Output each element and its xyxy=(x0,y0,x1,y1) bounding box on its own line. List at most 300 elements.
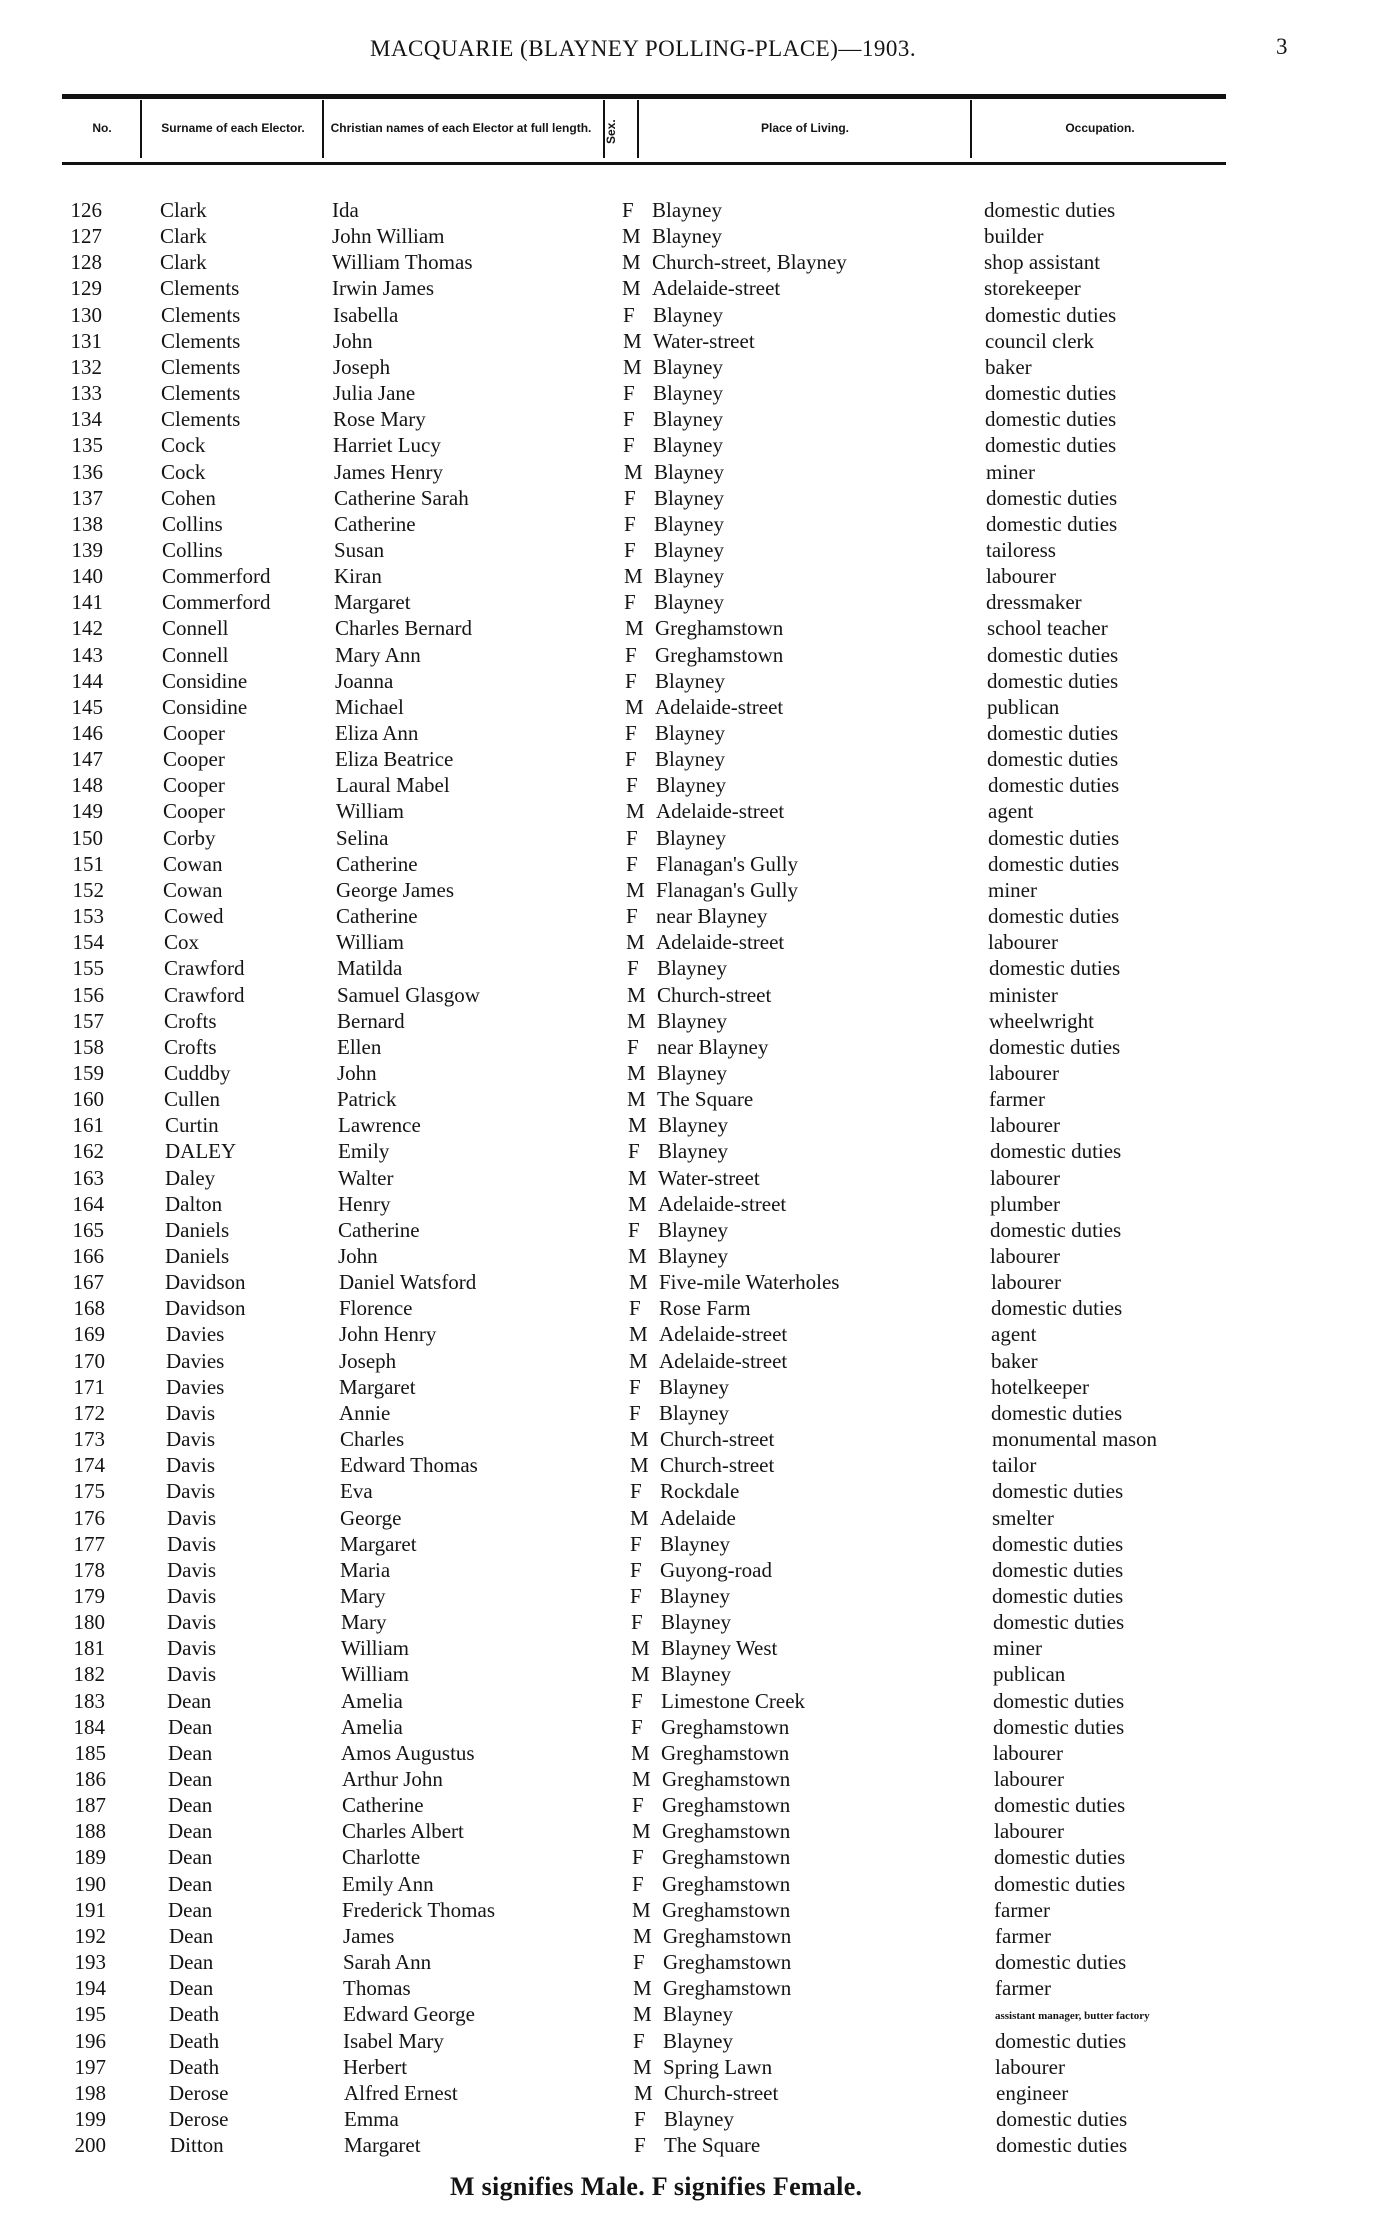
elector-christian-names: John xyxy=(338,1244,378,1268)
elector-number: 180 xyxy=(73,1610,105,1635)
elector-occupation: domestic duties xyxy=(995,2028,1127,2053)
table-row xyxy=(0,799,1382,825)
elector-place: Water-street xyxy=(653,328,755,353)
elector-christian-names: Joseph xyxy=(333,354,391,379)
table-row xyxy=(0,616,1382,642)
elector-number: 172 xyxy=(73,1400,105,1425)
elector-sex: M xyxy=(629,1348,648,1373)
elector-sex: M xyxy=(630,1427,649,1452)
table-row xyxy=(0,1793,1382,1819)
elector-surname: Davis xyxy=(167,1505,216,1530)
table-row xyxy=(0,1453,1382,1479)
table-row xyxy=(0,564,1382,590)
elector-number: 164 xyxy=(72,1191,104,1216)
elector-occupation: domestic duties xyxy=(996,2106,1128,2131)
elector-place: Blayney xyxy=(653,354,723,379)
elector-christian-names: Ida xyxy=(332,198,359,222)
elector-occupation: domestic duties xyxy=(985,433,1117,458)
elector-place: Flanagan's Gully xyxy=(656,851,799,876)
elector-place: Blayney xyxy=(664,2106,734,2131)
elector-number: 153 xyxy=(72,904,104,929)
elector-christian-names: Irwin James xyxy=(332,276,435,301)
elector-surname: Collins xyxy=(162,511,223,536)
elector-place: Blayney xyxy=(656,825,726,850)
elector-sex: M xyxy=(631,1662,650,1687)
elector-place: Adelaide-street xyxy=(659,1348,788,1373)
elector-number: 190 xyxy=(74,1871,106,1896)
elector-occupation: labourer xyxy=(988,930,1058,955)
elector-occupation: domestic duties xyxy=(993,1688,1125,1713)
elector-number: 135 xyxy=(71,433,103,458)
elector-christian-names: George xyxy=(340,1505,402,1530)
table-row xyxy=(0,2029,1382,2055)
column-header-christian-names: Christian names of each Elector at full length. xyxy=(330,120,592,135)
elector-occupation: storekeeper xyxy=(984,276,1081,301)
elector-occupation: shop assistant xyxy=(984,250,1101,275)
elector-surname: Dean xyxy=(169,1923,214,1948)
elector-place: Greghamstown xyxy=(663,1923,792,1948)
elector-number: 179 xyxy=(73,1583,105,1608)
table-row xyxy=(0,512,1382,538)
elector-number: 151 xyxy=(72,851,104,876)
elector-place: Greghamstown xyxy=(662,1793,791,1818)
elector-surname: Davies xyxy=(166,1374,225,1399)
elector-christian-names: William xyxy=(336,930,404,955)
elector-surname: Davis xyxy=(166,1400,215,1425)
elector-occupation: domestic duties xyxy=(984,198,1116,222)
elector-christian-names: Emily Ann xyxy=(342,1871,434,1896)
elector-occupation: miner xyxy=(986,459,1035,484)
elector-place: Blayney xyxy=(658,1113,728,1138)
table-row xyxy=(0,460,1382,486)
table-row xyxy=(0,1924,1382,1950)
elector-surname: Davis xyxy=(167,1531,216,1556)
elector-place: Blayney xyxy=(658,1244,728,1268)
elector-occupation: miner xyxy=(988,877,1037,902)
elector-number: 163 xyxy=(72,1165,104,1190)
elector-sex: F xyxy=(625,642,637,667)
table-row xyxy=(0,1898,1382,1924)
elector-number: 186 xyxy=(74,1767,106,1791)
elector-place: Blayney xyxy=(663,2028,733,2053)
elector-surname: Cox xyxy=(164,930,200,955)
elector-place: Flanagan's Gully xyxy=(656,877,799,902)
elector-number: 148 xyxy=(71,773,103,798)
elector-sex: F xyxy=(633,2028,645,2053)
elector-christian-names: William xyxy=(336,799,404,824)
elector-surname: Dalton xyxy=(165,1191,223,1216)
table-row xyxy=(0,721,1382,747)
elector-christian-names: Edward George xyxy=(343,2002,475,2027)
elector-christian-names: Rose Mary xyxy=(333,407,426,432)
column-divider xyxy=(140,100,142,158)
elector-sex: F xyxy=(627,956,639,981)
elector-sex: F xyxy=(626,773,638,798)
table-row xyxy=(0,486,1382,512)
elector-surname: DALEY xyxy=(165,1139,237,1164)
table-row xyxy=(0,1558,1382,1584)
elector-surname: Crofts xyxy=(164,1008,217,1033)
elector-number: 188 xyxy=(74,1819,106,1844)
table-row xyxy=(0,1139,1382,1165)
elector-christian-names: Daniel Watsford xyxy=(339,1270,477,1295)
table-row xyxy=(0,1819,1382,1845)
elector-number: 154 xyxy=(72,930,104,955)
elector-sex: F xyxy=(632,1845,644,1870)
table-row xyxy=(0,1636,1382,1662)
elector-place: Blayney xyxy=(661,1662,731,1687)
elector-sex: F xyxy=(624,511,636,536)
elector-number: 162 xyxy=(72,1139,104,1164)
elector-surname: Daniels xyxy=(165,1217,230,1242)
elector-sex: M xyxy=(623,354,642,379)
elector-surname: Clements xyxy=(160,276,240,301)
elector-occupation: engineer xyxy=(996,2080,1069,2105)
table-row xyxy=(0,1270,1382,1296)
elector-surname: Dean xyxy=(168,1871,213,1896)
elector-occupation: tailoress xyxy=(986,537,1056,562)
elector-occupation: dressmaker xyxy=(986,590,1082,615)
elector-sex: F xyxy=(627,1034,639,1059)
column-header-surname: Surname of each Elector. xyxy=(161,120,305,135)
elector-sex: M xyxy=(624,564,643,589)
elector-sex: F xyxy=(623,407,635,432)
elector-number: 133 xyxy=(70,381,102,406)
elector-christian-names: John William xyxy=(332,224,445,249)
elector-place: near Blayney xyxy=(657,1034,769,1059)
elector-place: Rockdale xyxy=(660,1479,740,1504)
legend-footer: M signifies Male. F signifies Female. xyxy=(450,2172,863,2201)
elector-christian-names: Thomas xyxy=(343,1976,411,2001)
elector-sex: F xyxy=(631,1714,643,1739)
elector-sex: F xyxy=(633,1950,645,1975)
elector-surname: Cooper xyxy=(163,773,225,798)
page-title: MACQUARIE (BLAYNEY POLLING-PLACE)—1903. xyxy=(370,36,917,61)
elector-place: Blayney xyxy=(654,537,724,562)
elector-place: Blayney xyxy=(654,485,724,510)
elector-surname: Cowan xyxy=(163,877,223,902)
elector-number: 161 xyxy=(72,1113,104,1138)
elector-place: Adelaide xyxy=(660,1505,736,1530)
elector-surname: Davies xyxy=(166,1348,225,1373)
elector-surname: Davis xyxy=(167,1636,216,1661)
elector-surname: Considine xyxy=(162,668,248,693)
elector-sex: F xyxy=(630,1479,642,1504)
elector-sex: M xyxy=(633,2002,652,2027)
elector-christian-names: Charlotte xyxy=(342,1845,421,1870)
header-bottom-rule xyxy=(62,162,1226,165)
table-row xyxy=(0,1506,1382,1532)
elector-number: 155 xyxy=(72,956,104,981)
elector-occupation: domestic duties xyxy=(990,1139,1122,1164)
elector-occupation: minister xyxy=(989,982,1058,1007)
elector-surname: Commerford xyxy=(162,590,271,615)
elector-occupation: tailor xyxy=(992,1453,1037,1478)
elector-place: The Square xyxy=(657,1087,754,1112)
elector-surname: Dean xyxy=(168,1767,213,1791)
elector-sex: M xyxy=(633,1976,652,2001)
elector-place: Blayney xyxy=(653,381,723,406)
elector-place: Blayney xyxy=(663,2002,733,2027)
elector-surname: Commerford xyxy=(162,564,271,589)
elector-christian-names: Mary Ann xyxy=(335,642,421,667)
elector-sex: M xyxy=(630,1505,649,1530)
elector-occupation: assistant manager, butter factory xyxy=(995,2010,1150,2023)
elector-number: 127 xyxy=(70,224,102,249)
elector-christian-names: William Thomas xyxy=(332,250,473,275)
elector-number: 176 xyxy=(73,1505,105,1530)
elector-surname: Daniels xyxy=(165,1244,230,1268)
elector-surname: Clements xyxy=(161,354,241,379)
elector-occupation: domestic duties xyxy=(986,511,1118,536)
elector-sex: F xyxy=(626,825,638,850)
elector-christian-names: Michael xyxy=(335,694,404,719)
elector-place: Five-mile Waterholes xyxy=(659,1270,840,1295)
elector-number: 131 xyxy=(70,328,102,353)
elector-occupation: domestic duties xyxy=(988,773,1120,798)
elector-sex: F xyxy=(625,721,637,745)
elector-occupation: publican xyxy=(987,694,1060,719)
elector-christian-names: Bernard xyxy=(337,1008,405,1033)
elector-number: 145 xyxy=(71,694,103,719)
elector-place: Blayney xyxy=(652,224,722,249)
table-row xyxy=(0,1689,1382,1715)
elector-occupation: domestic duties xyxy=(992,1583,1124,1608)
elector-surname: Crawford xyxy=(164,982,245,1007)
elector-christian-names: Eliza Ann xyxy=(335,721,419,745)
elector-sex: M xyxy=(626,930,645,955)
elector-place: Blayney xyxy=(654,511,724,536)
elector-place: Blayney West xyxy=(661,1636,778,1661)
elector-occupation: baker xyxy=(985,354,1032,379)
elector-sex: F xyxy=(634,2106,646,2131)
elector-surname: Clements xyxy=(161,302,241,327)
elector-surname: Dean xyxy=(169,1976,214,2001)
table-row xyxy=(0,1584,1382,1610)
elector-sex: M xyxy=(625,616,644,641)
elector-christian-names: Margaret xyxy=(334,590,411,615)
elector-place: Blayney xyxy=(653,433,723,458)
elector-sex: M xyxy=(627,1087,646,1112)
table-row xyxy=(0,2081,1382,2107)
elector-sex: M xyxy=(628,1113,647,1138)
elector-place: Blayney xyxy=(654,590,724,615)
table-row xyxy=(0,852,1382,878)
elector-sex: F xyxy=(629,1374,641,1399)
elector-sex: M xyxy=(622,276,641,301)
elector-surname: Connell xyxy=(162,616,229,641)
elector-sex: M xyxy=(632,1767,651,1791)
elector-surname: Daley xyxy=(165,1165,216,1190)
elector-surname: Davies xyxy=(166,1322,225,1347)
elector-christian-names: Sarah Ann xyxy=(343,1950,432,1975)
elector-number: 168 xyxy=(73,1296,105,1321)
elector-place: Church-street xyxy=(657,982,772,1007)
table-row xyxy=(0,1767,1382,1793)
elector-place: Blayney xyxy=(660,1583,730,1608)
elector-occupation: domestic duties xyxy=(985,381,1117,406)
elector-surname: Davidson xyxy=(165,1270,246,1295)
elector-place: Blayney xyxy=(660,1531,730,1556)
table-row xyxy=(0,1035,1382,1061)
elector-number: 191 xyxy=(74,1897,106,1922)
elector-occupation: labourer xyxy=(991,1270,1061,1295)
elector-occupation: smelter xyxy=(992,1505,1054,1530)
elector-sex: F xyxy=(624,485,636,510)
elector-place: Blayney xyxy=(657,1060,727,1085)
elector-place: Church-street, Blayney xyxy=(652,250,847,275)
elector-number: 143 xyxy=(71,642,103,667)
table-row xyxy=(0,276,1382,302)
elector-number: 184 xyxy=(73,1714,105,1739)
elector-occupation: labourer xyxy=(989,1060,1059,1085)
elector-christian-names: Margaret xyxy=(340,1531,417,1556)
table-row xyxy=(0,1715,1382,1741)
elector-christian-names: Matilda xyxy=(337,956,403,981)
elector-sex: M xyxy=(632,1897,651,1922)
elector-sex: M xyxy=(633,1923,652,1948)
elector-number: 166 xyxy=(72,1244,104,1268)
elector-christian-names: Julia Jane xyxy=(333,381,416,406)
column-header-place: Place of Living. xyxy=(760,120,850,135)
elector-surname: Death xyxy=(169,2028,220,2053)
elector-surname: Cock xyxy=(161,459,206,484)
elector-christian-names: Catherine xyxy=(336,851,418,876)
elector-christian-names: Charles Bernard xyxy=(335,616,473,641)
table-row xyxy=(0,1113,1382,1139)
elector-place: Rose Farm xyxy=(659,1296,751,1321)
elector-christian-names: Selina xyxy=(336,825,389,850)
table-row xyxy=(0,224,1382,250)
table-row xyxy=(0,1741,1382,1767)
elector-occupation: domestic duties xyxy=(987,642,1119,667)
elector-place: Adelaide-street xyxy=(655,694,784,719)
elector-sex: F xyxy=(624,537,636,562)
table-row xyxy=(0,1349,1382,1375)
elector-sex: M xyxy=(632,1819,651,1844)
elector-christian-names: George James xyxy=(336,877,454,902)
table-row xyxy=(0,1845,1382,1871)
elector-christian-names: Charles xyxy=(340,1427,405,1452)
elector-number: 173 xyxy=(73,1427,105,1452)
elector-occupation: agent xyxy=(988,799,1034,824)
elector-occupation: domestic duties xyxy=(993,1610,1125,1635)
elector-christian-names: William xyxy=(341,1636,409,1661)
elector-occupation: miner xyxy=(993,1636,1042,1661)
page-number: 3 xyxy=(1276,34,1288,59)
elector-number: 197 xyxy=(74,2054,106,2079)
table-row xyxy=(0,329,1382,355)
elector-place: Church-street xyxy=(664,2080,779,2105)
elector-number: 141 xyxy=(71,590,103,615)
elector-sex: M xyxy=(633,2054,652,2079)
elector-sex: F xyxy=(623,302,635,327)
elector-place: Adelaide-street xyxy=(656,799,785,824)
elector-number: 169 xyxy=(73,1322,105,1347)
elector-surname: Considine xyxy=(162,694,248,719)
elector-surname: Davis xyxy=(166,1427,215,1452)
elector-surname: Dean xyxy=(168,1714,213,1739)
elector-place: Blayney xyxy=(661,1610,731,1635)
elector-christian-names: Emily xyxy=(338,1139,390,1164)
elector-christian-names: Catherine Sarah xyxy=(334,485,469,510)
elector-number: 185 xyxy=(74,1740,106,1765)
elector-christian-names: Amelia xyxy=(341,1688,403,1713)
elector-place: Greghamstown xyxy=(655,616,784,641)
elector-occupation: domestic duties xyxy=(994,1793,1126,1818)
elector-occupation: domestic duties xyxy=(988,825,1120,850)
elector-occupation: domestic duties xyxy=(985,407,1117,432)
elector-occupation: domestic duties xyxy=(994,1845,1126,1870)
elector-place: Blayney xyxy=(655,747,725,772)
elector-christian-names: Catherine xyxy=(338,1217,420,1242)
elector-surname: Corby xyxy=(163,825,216,850)
elector-place: Blayney xyxy=(656,773,726,798)
elector-surname: Cowed xyxy=(164,904,224,929)
elector-number: 134 xyxy=(70,407,102,432)
elector-place: Spring Lawn xyxy=(663,2054,773,2079)
elector-surname: Davis xyxy=(167,1662,216,1687)
elector-occupation: domestic duties xyxy=(996,2133,1128,2158)
elector-number: 193 xyxy=(74,1950,106,1975)
elector-occupation: domestic duties xyxy=(990,1217,1122,1242)
elector-occupation: domestic duties xyxy=(987,747,1119,772)
elector-occupation: wheelwright xyxy=(989,1008,1094,1033)
elector-number: 126 xyxy=(70,198,102,222)
table-row xyxy=(0,250,1382,276)
elector-number: 144 xyxy=(71,668,103,693)
elector-christian-names: Susan xyxy=(334,537,385,562)
table-row xyxy=(0,1479,1382,1505)
table-row xyxy=(0,407,1382,433)
elector-surname: Death xyxy=(169,2054,220,2079)
elector-surname: Davis xyxy=(167,1610,216,1635)
elector-place: Blayney xyxy=(653,302,723,327)
elector-christian-names: Joseph xyxy=(339,1348,397,1373)
table-row xyxy=(0,590,1382,616)
elector-number: 182 xyxy=(73,1662,105,1687)
table-row xyxy=(0,1322,1382,1348)
elector-christian-names: Eliza Beatrice xyxy=(335,747,454,772)
table-row xyxy=(0,1166,1382,1192)
elector-occupation: publican xyxy=(993,1662,1066,1687)
elector-number: 138 xyxy=(71,511,103,536)
elector-surname: Davidson xyxy=(165,1296,246,1321)
elector-surname: Crofts xyxy=(164,1034,217,1059)
table-row xyxy=(0,1375,1382,1401)
elector-sex: M xyxy=(627,1060,646,1085)
elector-place: Blayney xyxy=(654,459,724,484)
elector-surname: Dean xyxy=(168,1740,213,1765)
elector-sex: F xyxy=(630,1583,642,1608)
elector-occupation: labourer xyxy=(990,1244,1060,1268)
elector-sex: F xyxy=(634,2133,646,2158)
elector-sex: M xyxy=(625,694,644,719)
elector-number: 159 xyxy=(72,1060,104,1085)
elector-occupation: baker xyxy=(991,1348,1038,1373)
elector-surname: Clark xyxy=(160,250,207,275)
elector-christian-names: Alfred Ernest xyxy=(344,2080,458,2105)
elector-place: Greghamstown xyxy=(661,1714,790,1739)
elector-christian-names: William xyxy=(341,1662,409,1687)
elector-christian-names: John xyxy=(333,328,373,353)
elector-occupation: labourer xyxy=(995,2054,1065,2079)
elector-sex: F xyxy=(623,433,635,458)
column-header-occupation: Occupation. xyxy=(1065,120,1135,135)
elector-occupation: labourer xyxy=(990,1165,1060,1190)
table-row xyxy=(0,956,1382,982)
elector-sex: M xyxy=(631,1740,650,1765)
